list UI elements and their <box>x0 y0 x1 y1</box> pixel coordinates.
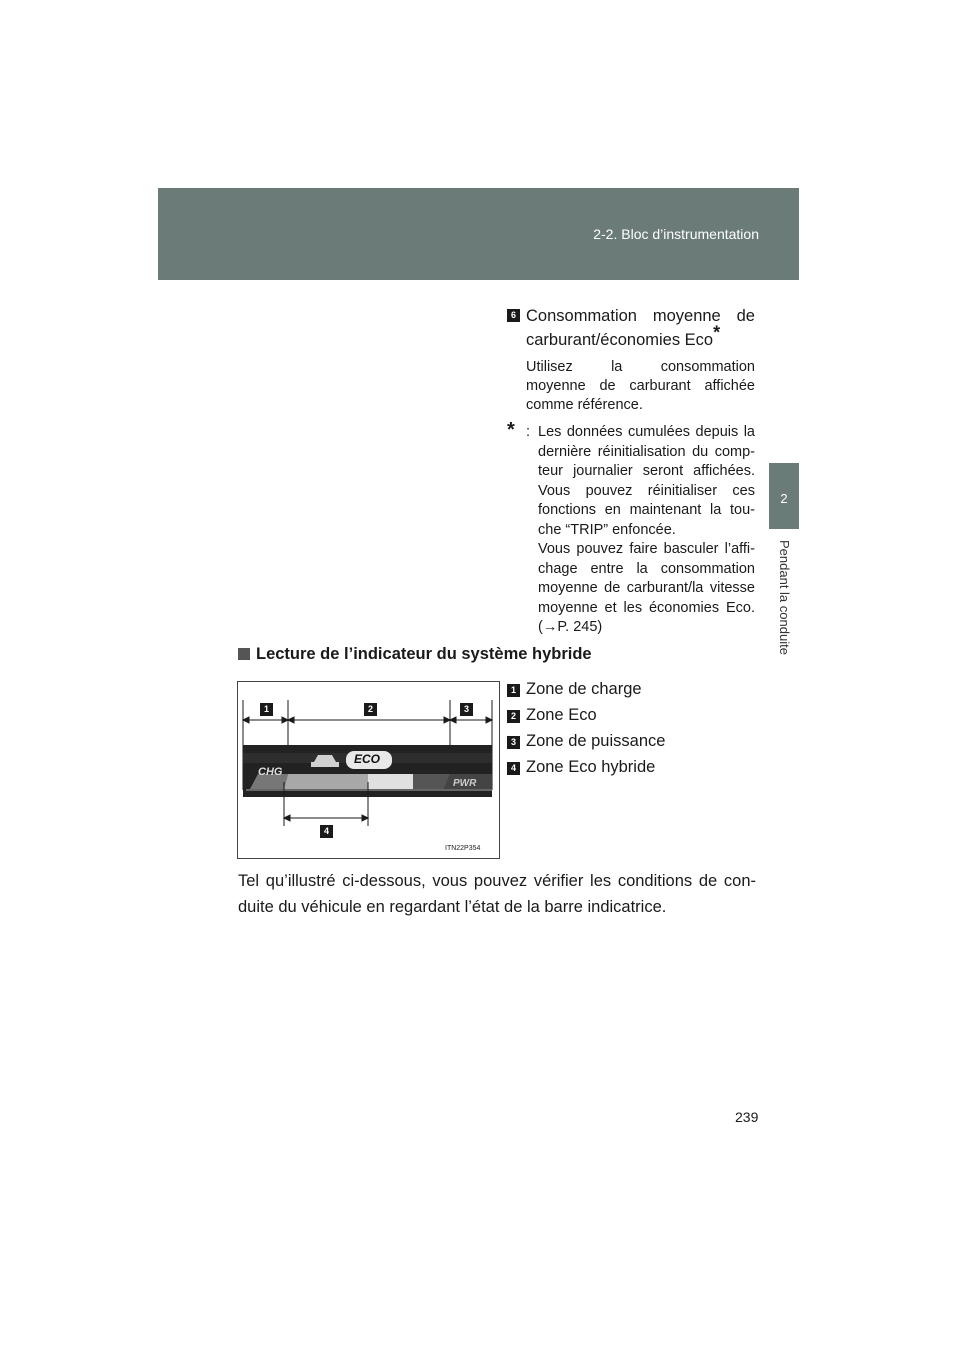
heading-square-icon <box>238 648 250 660</box>
eco-zone-bar <box>284 774 368 789</box>
body-paragraph <box>238 868 756 920</box>
callout-2-label: 2 <box>367 704 373 714</box>
footnote-line: Les données cumulées depuis la <box>538 424 755 440</box>
footnote-line: Vous pouvez faire basculer l’affi- <box>538 541 755 557</box>
footnote-line: chage entre la consommation <box>538 560 755 577</box>
footnote-line: che “TRIP” enfoncée. <box>538 521 676 538</box>
footnote-star: * <box>507 419 515 441</box>
footnote-line: (→P. 245) <box>538 619 603 635</box>
footnote-line: moyenne et les économies Eco. <box>538 599 755 616</box>
note-line: comme référence. <box>526 397 643 413</box>
footnote-line: moyenne de carburant/la vitesse <box>538 580 755 596</box>
item-6-marker: 6 <box>507 309 520 322</box>
item-6-note <box>526 358 755 415</box>
callout-4-label: 4 <box>323 826 329 836</box>
footnote-line: Vous pouvez réinitialiser ces <box>538 482 755 499</box>
chapter-label: Pendant la conduite <box>777 540 792 655</box>
zone-legend <box>507 678 665 782</box>
legend-marker: 4 <box>507 762 520 775</box>
display-eco-label: ECO <box>354 752 381 766</box>
section-heading <box>238 645 592 664</box>
callout-1-label: 1 <box>263 704 269 714</box>
callout-3-label: 3 <box>463 704 469 714</box>
item-6-title-line1: Consommation moyenne de <box>526 307 755 325</box>
page-number: 239 <box>735 1109 759 1125</box>
section-heading-text: Lecture de l’indicateur du système hybride <box>256 645 592 663</box>
legend-label: Zone de charge <box>526 680 642 698</box>
legend-label: Zone Eco <box>526 706 597 724</box>
item-6-title-text: carburant/économies Eco <box>526 331 714 349</box>
item-6-block <box>507 304 755 352</box>
legend-marker: 1 <box>507 684 520 697</box>
legend-marker: 2 <box>507 710 520 723</box>
chapter-number: 2 <box>780 491 788 506</box>
hybrid-indicator-figure <box>237 681 500 859</box>
legend-label: Zone de puissance <box>526 732 666 750</box>
legend-marker: 3 <box>507 736 520 749</box>
footnote-line: dernière réinitialisation du comp- <box>538 443 755 460</box>
section-title: 2-2. Bloc d’instrumentation <box>593 226 759 242</box>
item-6-title-line2 <box>526 322 755 352</box>
footnote <box>507 419 755 638</box>
footnote-text <box>538 423 755 638</box>
figure-code: ITN22P354 <box>445 845 481 852</box>
legend-item <box>507 730 665 756</box>
item-6-asterisk: * <box>713 322 721 343</box>
legend-item <box>507 678 665 704</box>
body-line: Tel qu’illustré ci-dessous, vous pouvez vérifier les conditions de con- <box>238 872 756 890</box>
display-chg-label: CHG <box>258 766 283 778</box>
footnote-line: teur journalier seront affichées. <box>538 463 755 479</box>
legend-label: Zone Eco hybride <box>526 758 656 776</box>
display-pwr-label: PWR <box>453 778 477 789</box>
legend-item <box>507 756 665 782</box>
note-line: Utilisez la consommation <box>526 359 755 375</box>
note-line: moyenne de carburant affichée <box>526 378 755 394</box>
legend-item <box>507 704 665 730</box>
footnote-colon: : <box>526 424 531 440</box>
footnote-line: fonctions en maintenant la tou- <box>538 502 755 518</box>
section-header-band <box>158 188 799 280</box>
body-line: duite du véhicule en regardant l’état de la barre indicatrice. <box>238 898 667 916</box>
chapter-tab <box>769 463 799 529</box>
